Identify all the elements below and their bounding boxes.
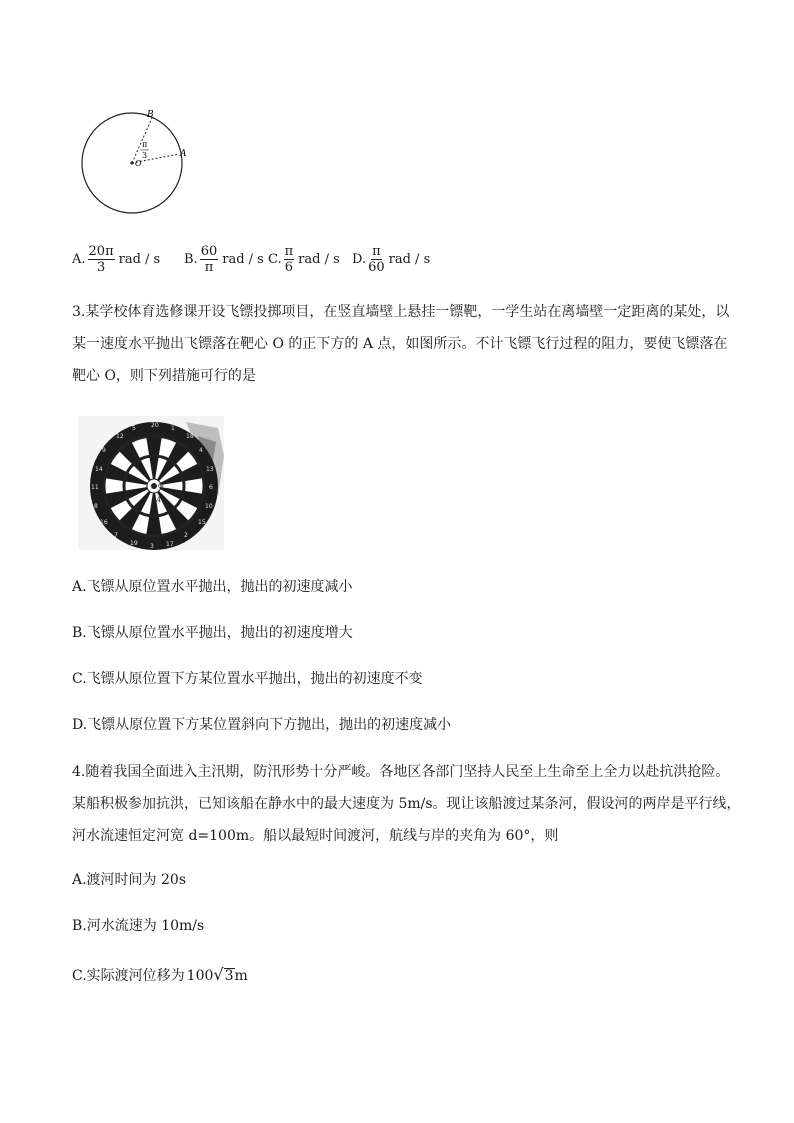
svg-text:17: 17 <box>166 541 174 548</box>
target-label-a: A <box>156 496 162 504</box>
q4-option-a[interactable]: A.渡河时间为 20s <box>72 872 187 888</box>
q3-stem-line: 靶心 O，则下列措施可行的是 <box>72 368 256 384</box>
center-dot <box>130 161 133 164</box>
fraction-denominator: 60 <box>368 260 385 275</box>
svg-text:7: 7 <box>114 532 118 539</box>
svg-text:1: 1 <box>171 425 175 432</box>
option-c-prefix: C.实际渡河位移为 <box>72 968 185 984</box>
q4-stem-line: 某船积极参加抗洪，已知该船在静水中的最大速度为 5m/s。现让该船渡过某条河，假设河的两岸是平行线， <box>72 796 741 812</box>
svg-text:13: 13 <box>206 466 214 473</box>
q3-stem-line: 某一速度水平抛出飞镖落在靶心 O 的正下方的 A 点，如图所示。不计飞镖飞行过程的阻力，要使飞镖落在 <box>72 336 728 352</box>
svg-text:4: 4 <box>199 447 203 454</box>
q3-option-c[interactable]: C.飞镖从原位置下方某位置水平抛出，抛出的初速度不变 <box>72 671 423 687</box>
label-b: B <box>147 110 154 120</box>
fraction-numerator: π <box>284 244 294 259</box>
svg-text:10: 10 <box>205 503 213 510</box>
q4-stem-line: 4.随着我国全面进入主汛期，防汛形势十分严峻。各地区各部门坚持人民至上生命至上全力以赴抗洪抢险。 <box>72 764 730 780</box>
q3-option-b[interactable]: B.飞镖从原位置水平抛出，抛出的初速度增大 <box>72 625 353 641</box>
q4-stem-line: 河水流速恒定河宽 d=100m。船以最短时间渡河，航线与岸的夹角为 60°，则 <box>72 828 559 844</box>
svg-text:3: 3 <box>150 543 154 550</box>
svg-text:15: 15 <box>198 519 206 526</box>
q2-option-c[interactable] <box>268 244 340 275</box>
option-fraction <box>368 244 385 275</box>
q4-stem <box>72 759 752 849</box>
label-o: O <box>135 159 142 168</box>
fraction-numerator: 20π <box>88 244 114 259</box>
svg-text:14: 14 <box>95 466 103 473</box>
option-unit: rad / s <box>298 252 340 267</box>
target-label-o: O <box>158 482 164 490</box>
q4-option-b[interactable]: B.河水流速为 10m/s <box>72 918 205 934</box>
radicand: 3 <box>224 968 234 984</box>
svg-text:11: 11 <box>91 484 99 491</box>
fraction-denominator: 3 <box>96 260 106 275</box>
option-c-unit: m <box>234 968 248 984</box>
svg-text:5: 5 <box>132 425 136 432</box>
svg-text:12: 12 <box>116 433 124 440</box>
fraction-denominator: π <box>204 260 214 275</box>
option-unit: rad / s <box>222 252 264 267</box>
label-a: A <box>180 149 187 159</box>
q4-option-c[interactable] <box>72 967 248 983</box>
svg-text:19: 19 <box>130 540 138 547</box>
q3-stem <box>72 299 732 389</box>
q2-option-b[interactable] <box>184 244 264 275</box>
angle-num: π <box>142 140 148 149</box>
svg-text:2: 2 <box>184 532 188 539</box>
fraction-numerator: π <box>372 244 381 259</box>
option-fraction <box>200 244 219 275</box>
svg-text:20: 20 <box>151 422 159 429</box>
circle-angle-figure <box>78 104 198 216</box>
dartboard <box>90 422 218 550</box>
q3-option-d[interactable]: D.飞镖从原位置下方某位置斜向下方抛出，抛出的初速度减小 <box>72 717 452 733</box>
q2-option-a[interactable] <box>72 244 160 275</box>
q3-stem-line: 3.某学校体育选修课开设飞镖投掷项目，在竖直墙壁上悬挂一镖靶，一学生站在离墙壁一定距离的某处，以 <box>72 304 730 320</box>
q3-option-a[interactable]: A.飞镖从原位置水平抛出，抛出的初速度减小 <box>72 579 353 595</box>
svg-text:18: 18 <box>186 433 194 440</box>
svg-text:9: 9 <box>102 447 106 454</box>
fraction-denominator: 6 <box>284 260 294 275</box>
option-fraction <box>284 244 295 275</box>
svg-text:8: 8 <box>94 503 98 510</box>
svg-text:16: 16 <box>100 519 108 526</box>
option-fraction <box>88 244 115 275</box>
radical-sign-icon: √ <box>213 965 224 984</box>
option-unit: rad / s <box>118 252 161 267</box>
q2-option-d[interactable] <box>352 244 430 275</box>
angle-den: 3 <box>142 151 148 160</box>
sqrt-expression <box>213 967 234 983</box>
option-letter: B. <box>184 252 198 267</box>
dartboard-photo <box>78 416 224 550</box>
option-letter: D. <box>352 252 367 267</box>
svg-text:6: 6 <box>209 484 213 491</box>
option-letter: C. <box>268 252 282 267</box>
option-c-coef: 100 <box>186 968 214 984</box>
option-letter: A. <box>72 252 86 267</box>
point-a <box>153 498 156 501</box>
fraction-numerator: 60 <box>200 244 218 259</box>
option-unit: rad / s <box>388 252 431 267</box>
